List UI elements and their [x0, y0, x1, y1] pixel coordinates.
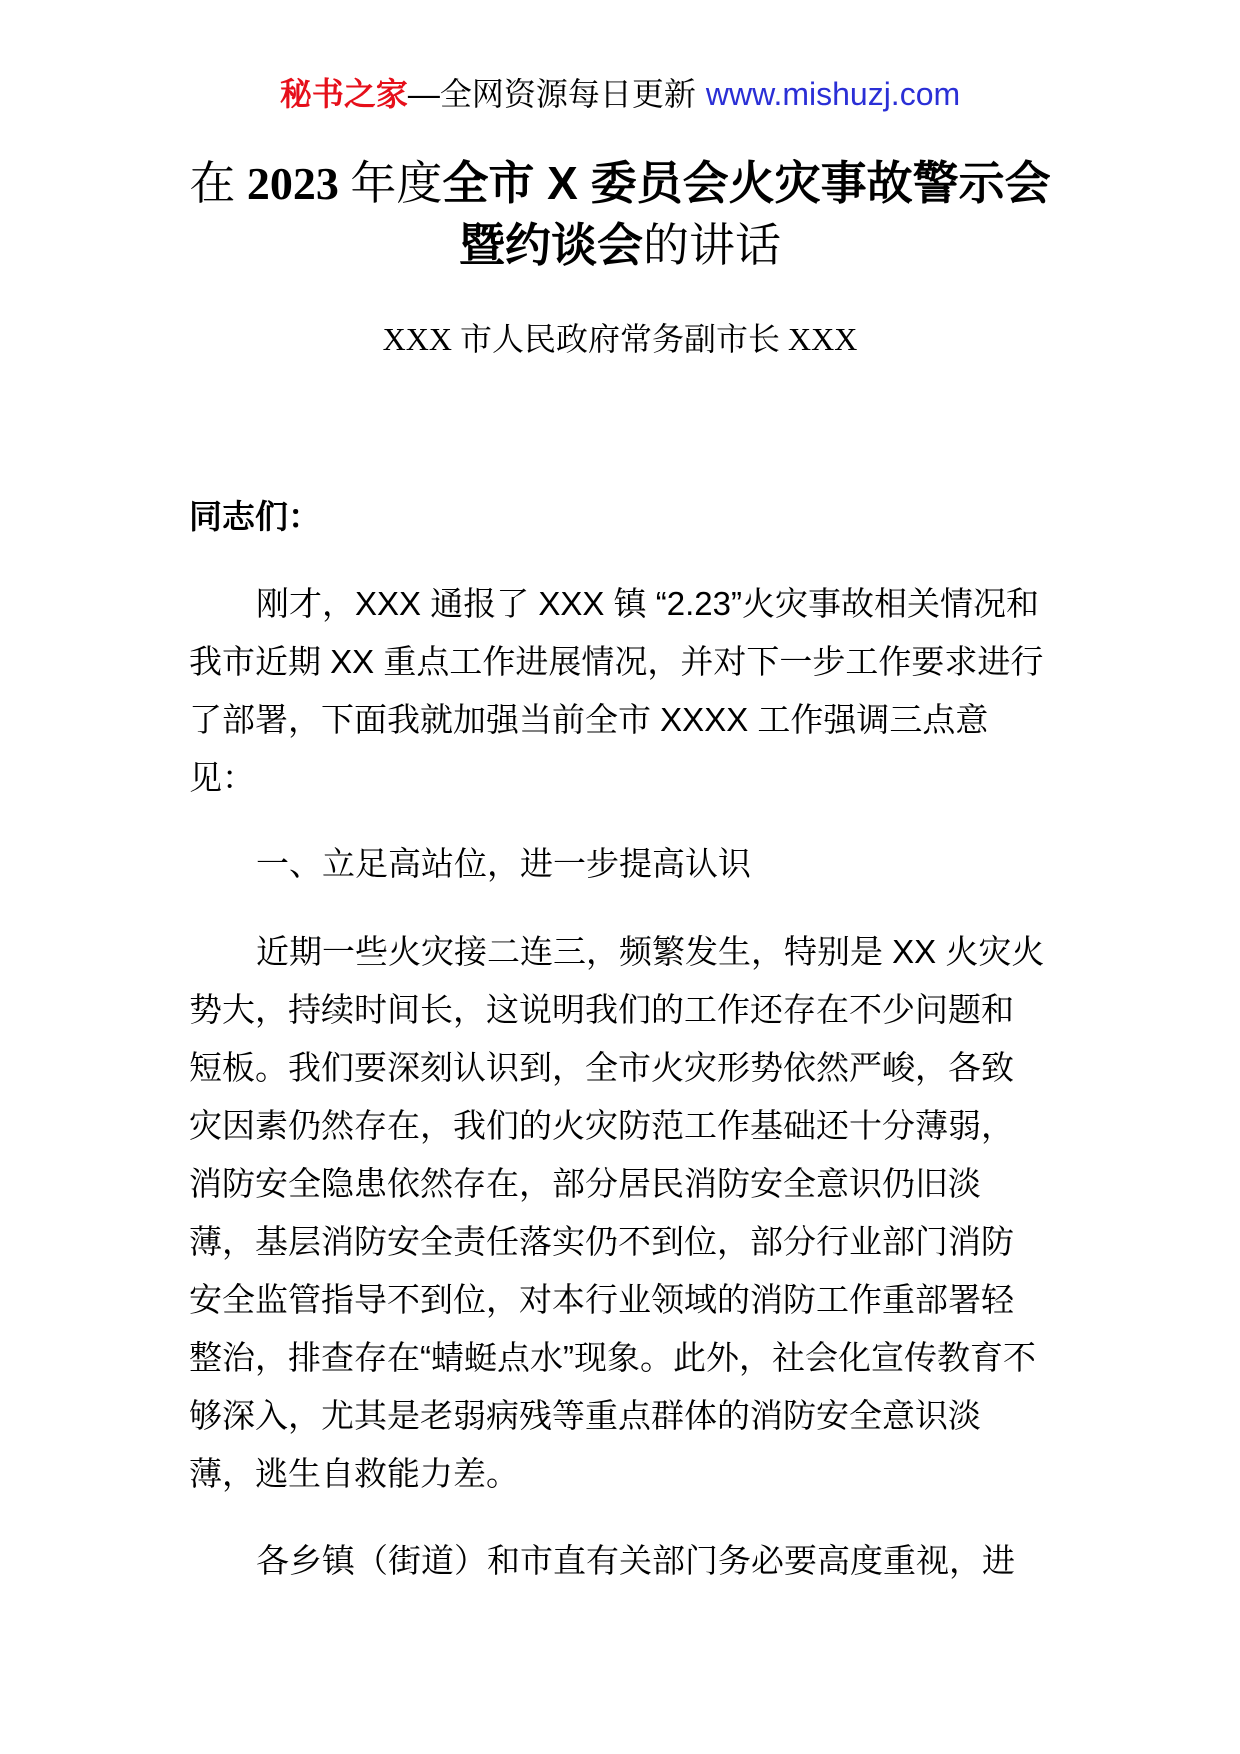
title-line-2 — [0, 214, 1240, 276]
paragraph-line: 我市近期 XX 重点工作进展情况，并对下一步工作要求进行 — [189, 643, 1044, 680]
paragraph-line: 消防安全隐患依然存在，部分居民消防安全意识仍旧淡 — [189, 1165, 981, 1202]
paragraph-2 — [189, 923, 1129, 1503]
paragraph-line: 见： — [189, 759, 255, 796]
section-heading-1: 一、立足高站位，进一步提高认识 — [256, 847, 751, 883]
paragraph-line: 安全监管指导不到位，对本行业领域的消防工作重部署轻 — [189, 1281, 1014, 1318]
header-tagline: —全网资源每日更新 — [407, 76, 696, 112]
paragraph-line: 薄，逃生自救能力差。 — [189, 1455, 519, 1492]
title-segment: 在 — [189, 158, 247, 209]
paragraph-line: 各乡镇（街道）和市直有关部门务必要高度重视，进 — [256, 1542, 1015, 1579]
title-year: 2023 — [246, 158, 339, 209]
speaker-line: XXX 市人民政府常务副市长 XXX — [382, 321, 858, 357]
paragraph-line: 了部署，下面我就加强当前全市 XXXX 工作强调三点意 — [189, 701, 989, 738]
paragraph-3 — [189, 1532, 1129, 1590]
website-link[interactable]: www.mishuzj.com — [705, 76, 961, 112]
paragraph-line: 短板。我们要深刻认识到，全市火灾形势依然严峻，各致 — [189, 1049, 1014, 1086]
title-segment-bold: 全市 X 委员会火灾事故警示会 — [442, 157, 1051, 209]
title-segment-bold: 暨约谈会 — [459, 219, 643, 271]
greeting: 同志们： — [189, 498, 321, 535]
site-header — [0, 72, 1240, 116]
brand-name: 秘书之家 — [279, 76, 408, 112]
paragraph-line: 整治，排查存在“蜻蜓点水”现象。此外，社会化宣传教育不 — [189, 1339, 1036, 1376]
speech-body — [189, 488, 1129, 1619]
paragraph-1 — [189, 575, 1129, 807]
title-segment: 年度 — [338, 158, 443, 209]
title-line-1 — [0, 152, 1240, 214]
paragraph-line: 薄，基层消防安全责任落实仍不到位，部分行业部门消防 — [189, 1223, 1014, 1260]
paragraph-line: 近期一些火灾接二连三，频繁发生，特别是 XX 火灾火 — [256, 933, 1045, 970]
paragraph-line: 够深入，尤其是老弱病残等重点群体的消防安全意识淡 — [189, 1397, 981, 1434]
paragraph-line: 刚才，XXX 通报了 XXX 镇 “2.23”火灾事故相关情况和 — [256, 585, 1039, 622]
paragraph-line: 灾因素仍然存在，我们的火灾防范工作基础还十分薄弱， — [189, 1107, 1014, 1144]
title-segment: 的讲话 — [643, 220, 781, 271]
paragraph-line: 势大，持续时间长，这说明我们的工作还存在不少问题和 — [189, 991, 1014, 1028]
document-title — [0, 152, 1240, 276]
